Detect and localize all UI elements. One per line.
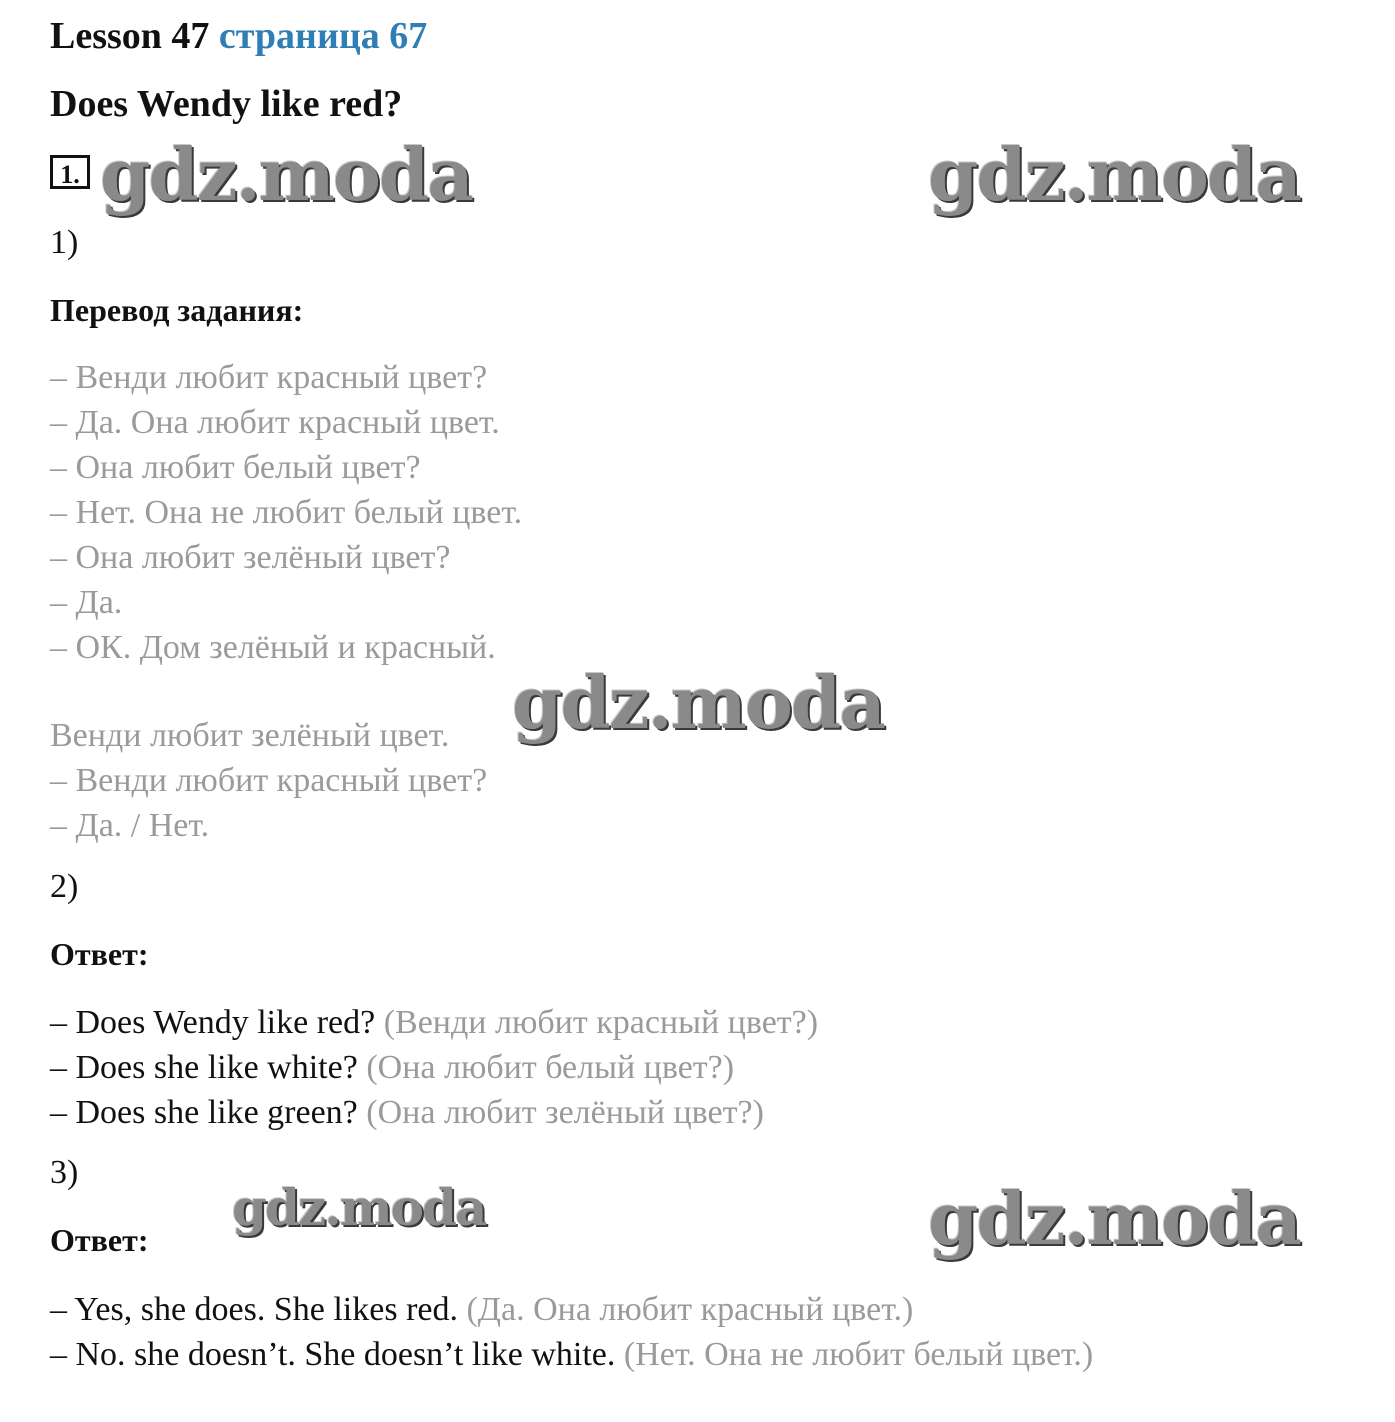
answer-translation: (Да. Она любит красный цвет.) bbox=[466, 1291, 914, 1328]
answer-translation: (Венди любит красный цвет?) bbox=[383, 1004, 819, 1041]
page-number: страница 67 bbox=[218, 15, 428, 57]
dialog-line: – Она любит белый цвет? bbox=[50, 449, 421, 486]
dialog-line: – Да. / Нет. bbox=[50, 807, 210, 844]
watermark: gdz.moda bbox=[232, 1178, 486, 1237]
dialog-line: Венди любит зелёный цвет. bbox=[50, 717, 450, 754]
watermark: gdz.moda bbox=[512, 660, 884, 745]
dialog-line: – ОК. Дом зелёный и красный. bbox=[50, 629, 496, 666]
section-label: Ответ: bbox=[50, 1222, 149, 1258]
dialog-line: – Да. bbox=[50, 584, 123, 621]
part-number: 3) bbox=[50, 1154, 79, 1191]
answer-list bbox=[50, 1287, 1093, 1377]
watermark: gdz.moda bbox=[100, 132, 472, 217]
answer-line bbox=[50, 1332, 1093, 1377]
answer-translation: (Она любит белый цвет?) bbox=[366, 1049, 735, 1086]
answer-line bbox=[50, 1000, 818, 1045]
watermark: gdz.moda bbox=[928, 132, 1300, 217]
dialog-line: – Венди любит красный цвет? bbox=[50, 359, 488, 396]
dialog-line: – Да. Она любит красный цвет. bbox=[50, 404, 500, 441]
section-label: Ответ: bbox=[50, 936, 149, 972]
part-number: 1) bbox=[50, 224, 79, 261]
watermark: gdz.moda bbox=[928, 1176, 1300, 1261]
part-number: 2) bbox=[50, 868, 79, 905]
section-label: Перевод задания: bbox=[50, 292, 304, 328]
answer-line bbox=[50, 1045, 818, 1090]
lesson-heading bbox=[50, 14, 427, 58]
answer-translation: (Нет. Она не любит белый цвет.) bbox=[623, 1336, 1094, 1373]
answer-english: – No. she doesn’t. She doesn’t like white. bbox=[50, 1336, 616, 1373]
answer-english: – Does Wendy like red? bbox=[50, 1004, 376, 1041]
exercise-number: 1. bbox=[50, 155, 90, 189]
answer-english: – Does she like white? bbox=[50, 1049, 358, 1086]
answer-line bbox=[50, 1090, 818, 1135]
dialog-line: – Нет. Она не любит белый цвет. bbox=[50, 494, 523, 531]
lesson-number: Lesson 47 bbox=[50, 15, 210, 57]
translation-dialog bbox=[50, 355, 522, 670]
answer-line bbox=[50, 1287, 1093, 1332]
page-title: Does Wendy like red? bbox=[50, 83, 403, 125]
answer-translation: (Она любит зелёный цвет?) bbox=[366, 1094, 764, 1131]
answer-english: – Does she like green? bbox=[50, 1094, 358, 1131]
dialog-line: – Венди любит красный цвет? bbox=[50, 762, 488, 799]
answer-list bbox=[50, 1000, 818, 1135]
dialog-line: – Она любит зелёный цвет? bbox=[50, 539, 451, 576]
answer-english: – Yes, she does. She likes red. bbox=[50, 1291, 458, 1328]
translation-dialog-2 bbox=[50, 713, 487, 848]
